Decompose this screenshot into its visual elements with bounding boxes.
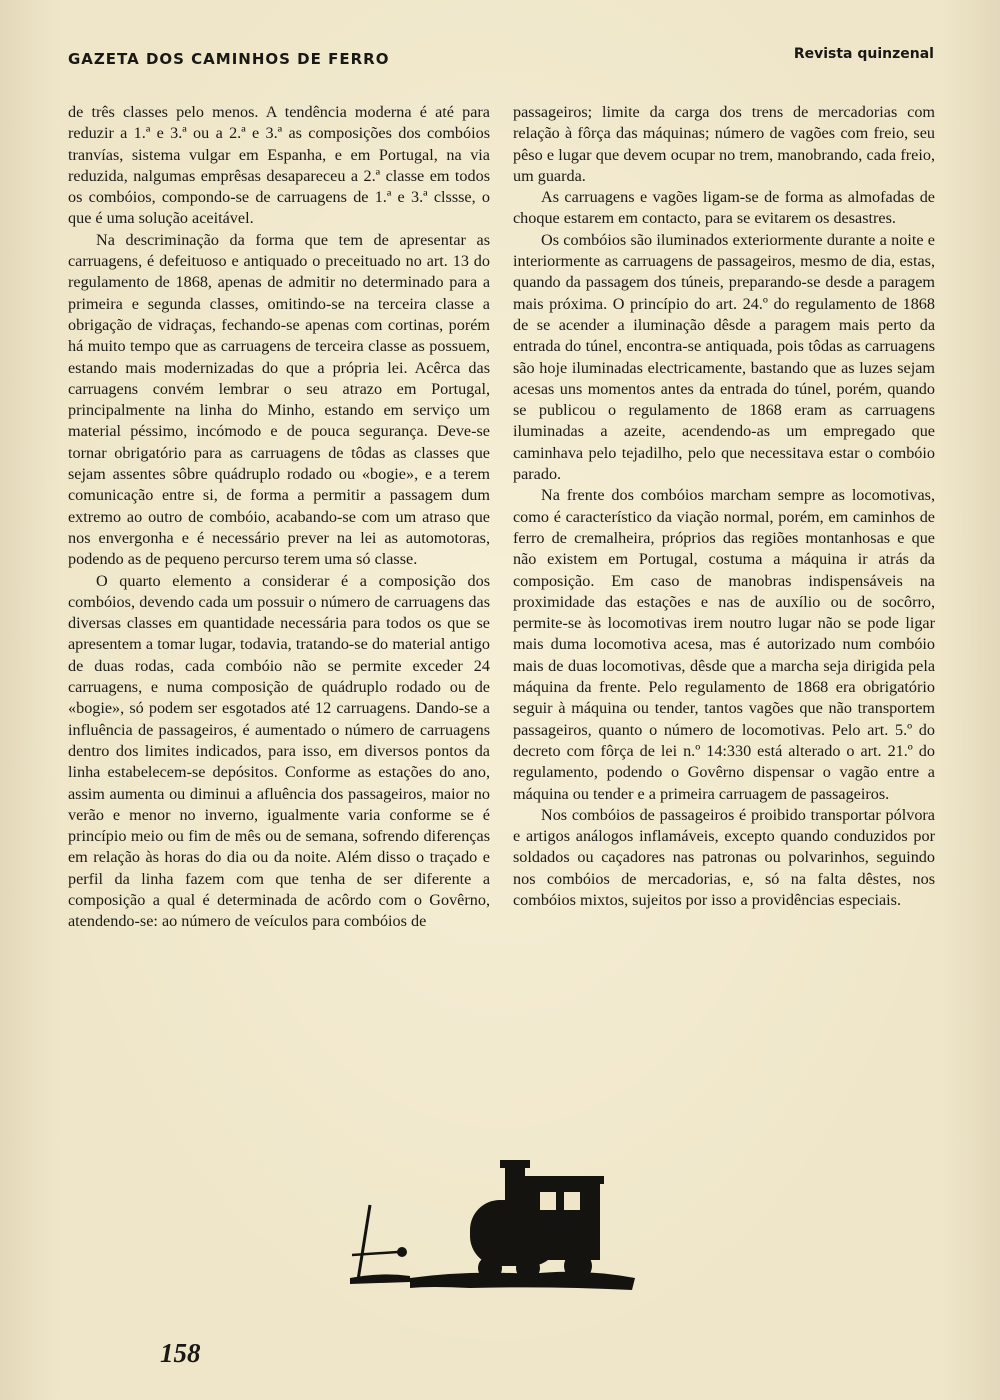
locomotive-silhouette-icon bbox=[350, 1150, 650, 1295]
paragraph: de três classes pelo menos. A tendência moderna é até para reduzir a 1.ª e 3.ª ou a 2.ª e 3.ª as composições dos combóios tranvías, sistema vulgar em Espanha, e em Portugal, na via reduzida, nalgumas emprêsas desapareceu a 2.ª classe em todos os combóios, compondo-se de carruagens de 1.ª e 3.ª clssse, o que é uma solução aceitável. bbox=[68, 103, 490, 228]
paragraph: Os combóios são iluminados exteriormente durante a noite e interiormente as carruagens de passageiros, mesmo de dia, estas, quando da passagem dos túneis, preparando-se desde a paragem mais próxima. O princípio do art. 24.º do regulamento de 1868 de se acender a iluminação dêsde a paragem mais perto da entrada do túnel, encontra-se antiquada, pois tôdas as carruagens são hoje iluminadas electricamente, bastando que as luzes sejam acesas uns momentos antes da entrada do túnel, porém, quando se publicou o regulamento de 1868 eram as carruagens iluminadas a azeite, acendendo-as um empregado que caminhava pelo tejadilho, pelo que necessitava estar o combóio parado. bbox=[513, 230, 935, 484]
paragraph: Nos combóios de passageiros é proibido transportar pólvora e artigos análogos inflamáveis, excepto quando conduzidos por soldados ou caçadores nas patronas ou polvarinhos, seguindo nos combóios de mercadorias, e, só na falta dêstes, nos combóios mixtos, sujeitos por isso a providências especiais. bbox=[513, 805, 935, 909]
running-header-subtitle: Revista quinzenal bbox=[793, 46, 934, 62]
paragraph: Na frente dos combóios marcham sempre as locomotivas, como é característico da viação normal, porém, em caminhos de ferro de cremalheira, próprios das regiões montanhosas e que não existem em Portugal, costuma a máquina ir atrás da composição. Em caso de manobras indispensáveis na proximidade das estações e nas de auxílio ou de socôrro, permite-se às locomotivas irem noutro lugar não se pode ligar mais duma locomotiva acesa, mas é autorizado num combóio mais de duas locomotivas, dêsde que a marcha seja dirigida pela máquina da frente. Pelo regulamento de 1868 era obrigatório seguir à máquina ou tender, tantos vagões que não transportem passageiros, quanto o número de locomotivas. Pelo art. 5.º do decreto com fôrça de lei n.º 14:330 está alterado o art. 21.º do regulamento, podendo o Govêrno dispensar o vagão entre a máquina ou tender e a primeira carruagem de passageiros. bbox=[513, 486, 935, 803]
running-header-title: GAZETA DOS CAMINHOS DE FERRO bbox=[68, 50, 390, 68]
page-number: 158 bbox=[160, 1338, 201, 1368]
paragraph: passageiros; limite da carga dos trens de mercadorias com relação à fôrça das máquinas; número de vagões com freio, seu pêso e lugar que devem ocupar no trem, manobrando, cada freio, um guarda. bbox=[513, 103, 935, 185]
text-column-left bbox=[68, 102, 490, 933]
paragraph: O quarto elemento a considerar é a composição dos combóios, devendo cada um possuir o número de carruagens das diversas classes em quantidade necessária para todos os que se apresentem a tomar lugar, todavia, tratando-se do material antigo de duas rodas, cada combóio não se permite exceder 24 carruagens, e numa composição de quádruplo rodado ou de «bogie», só podem ser esgotados até 12 carruagens. Dando-se a influência de passageiros, é aumentado o número de carruagens dentro dos limites indicados, para isso, em diversos pontos da linha estabelecem-se depósitos. Conforme as estações do ano, assim aumenta ou diminui a afluência dos passageiros, maior no verão e menor no inverno, igualmente varia conforme se é princípio meio ou fim de mês ou de semana, sofrendo diferenças em relação às horas do dia ou da noite. Além disso o traçado e perfil da linha fazem com que tenha de ser diferente a composição a qual é determinada de acôrdo com o Govêrno, atendendo-se: ao número de veículos para combóios de bbox=[68, 571, 490, 931]
text-column-right bbox=[513, 102, 935, 911]
paragraph: Na descriminação da forma que tem de apresentar as carruagens, é defeituoso e antiquado o preceituado no art. 13 do regulamento de 1868, apenas de admitir no determinado para a primeira e segunda classes, omitindo-se na terceira classe a obrigação de vidraças, fechando-se apenas com cortinas, porém há muito tempo que as carruagens de terceira classe as possuem, estando mais modernizadas do que a própria lei. Acêrca das carruagens convém lembrar o seu atrazo em Portugal, principalmente na linha do Minho, estando em serviço um material péssimo, incómodo e de pouca segurança. Deve-se tornar obrigatório para as carruagens de tôdas as classes que sejam assentes sôbre quádruplo rodado ou «bogie», e a terem comunicação entre si, de forma a permitir a passagem dum extremo ao outro de combóio, acabando-se com um atraso que nos envergonha e é necessário prever na lei as automotoras, podendo as de pequeno percurso terem uma só classe. bbox=[68, 230, 490, 569]
paragraph: As carruagens e vagões ligam-se de forma as almofadas de choque estarem em contacto, para se evitarem os desastres. bbox=[513, 188, 935, 228]
